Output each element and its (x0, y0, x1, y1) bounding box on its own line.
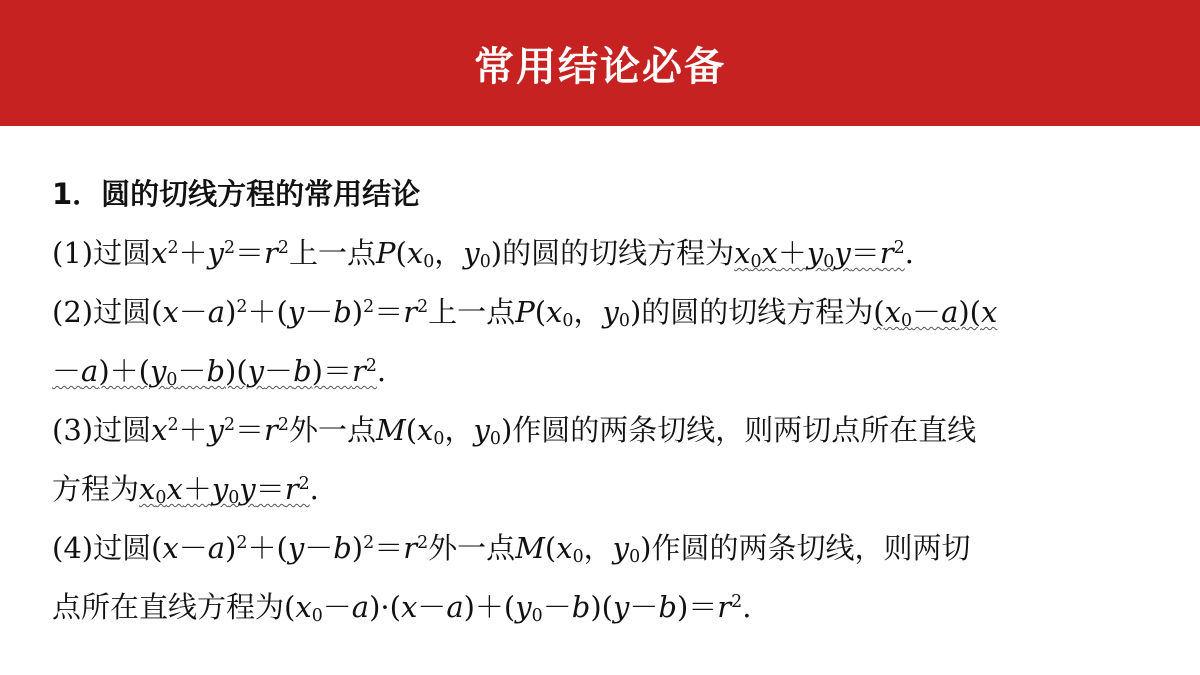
answer-3: $x_0x+y_0y=r^2$ (139, 472, 310, 508)
answer-2-part2: $-a)+(y_0-b)(y-b)=r^2$ (52, 354, 377, 390)
page-title: 常用结论必备 (474, 43, 726, 90)
answer-1: $x_0x+y_0y=r^2$ (734, 236, 905, 272)
section-heading: 1．圆的切线方程的常用结论 (52, 177, 421, 211)
conclusion-4: (4)过圆$(x-a)^2+(y-b)^2=r^2$外一点$M(x_0$，$y_0$)作圆的两条切线，则两切 (52, 531, 971, 567)
conclusion-2-cont: $-a)+(y_0-b)(y-b)=r^2$. (52, 354, 387, 390)
answer-2-part1: $(x_0-a)(x$ (873, 295, 998, 331)
conclusion-3: (3)过圆$x^2+y^2=r^2$外一点$M(x_0$，$y_0$)作圆的两条切线，则两切点所在直线 (52, 413, 977, 449)
conclusion-2: (2)过圆$(x-a)^2+(y-b)^2=r^2$上一点$P(x_0$，$y_0$)的圆的切线方程为$(x_0-a)(x$ (52, 295, 998, 331)
content-area (52, 165, 1152, 637)
conclusion-3-cont: 方程为$x_0x+y_0y=r^2$. (52, 472, 319, 508)
conclusion-4-cont: 点所在直线方程为$(x_0-a)\cdot(x-a)+(y_0-b)(y-b)=r^2$. (52, 590, 752, 626)
header-bar (0, 0, 1200, 126)
conclusion-1: (1)过圆$x^2+y^2=r^2$上一点$P(x_0$，$y_0$)的圆的切线方程为$x_0x+y_0y=r^2$. (52, 236, 914, 272)
